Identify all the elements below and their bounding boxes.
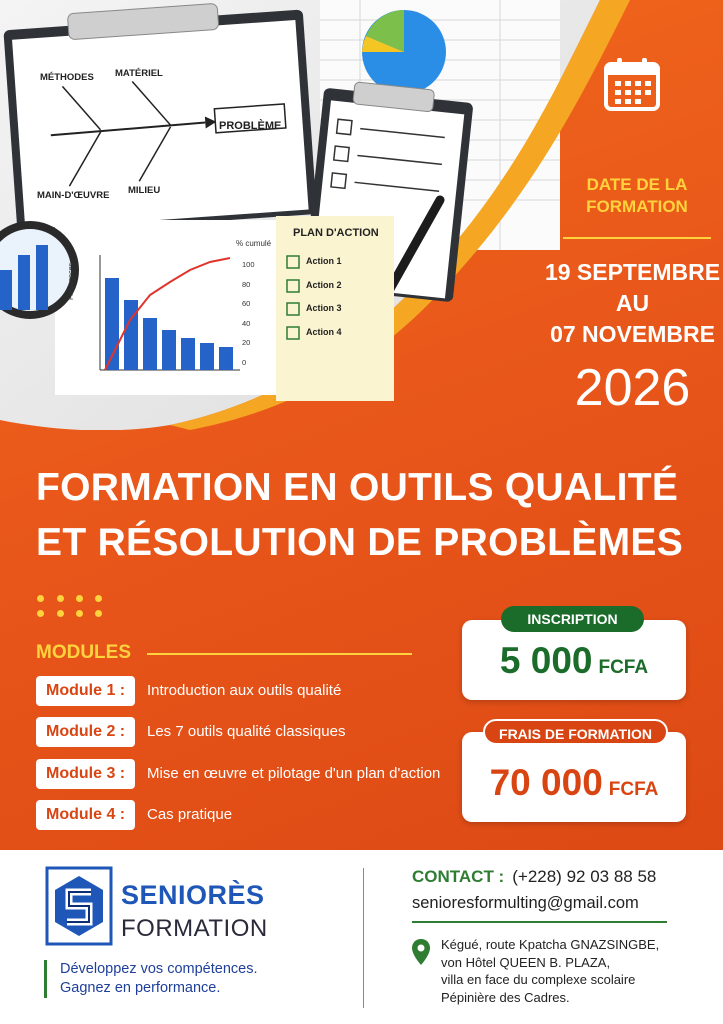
pareto-tick: 0 [242,357,247,367]
pareto-tick: 80 [242,279,251,289]
slogan-accent [44,960,47,998]
divider [412,921,667,923]
action-plan-item: Action 1 [306,256,342,266]
pareto-cumul-label: % cumulé [236,239,272,248]
decorative-dots [37,594,107,618]
divider [563,237,711,239]
module-tag: Module 2 : [36,717,135,747]
calendar-icon [603,56,661,112]
pareto-ticks [242,255,264,372]
fees-badge: FRAIS DE FORMATION [483,719,668,745]
fees-currency: FCFA [608,779,659,800]
date-year: 2026 [574,359,691,417]
brand-name: SENIORÈS [121,880,265,910]
location-pin-icon [411,938,431,966]
fishbone-label-problem: PROBLÈME [219,120,282,132]
title-line: ET RÉSOLUTION DE PROBLÈMES [36,521,684,564]
registration-badge: INSCRIPTION [501,606,644,632]
address-line: von Hôtel QUEEN B. PLAZA, [441,954,611,970]
modules-heading: MODULES [36,642,131,663]
slogan-line: Gagnez en performance. [60,980,221,996]
fishbone-label-methods: MÉTHODES [40,72,94,83]
pareto-tick: 60 [242,299,251,308]
date-label-line: FORMATION [586,197,688,216]
brand-logo [45,866,113,946]
pareto-tick: 40 [242,318,251,328]
fees-price [462,762,686,804]
action-plan-item: Action 4 [306,327,342,337]
contact-email[interactable]: senioresformulting@gmail.com [412,894,639,912]
date-label-line: DATE DE LA [586,175,688,194]
module-tag: Module 1 : [36,676,135,706]
fees-amount: 70 000 [489,762,603,803]
module-tag: Module 3 : [36,759,135,789]
date-label [562,174,712,218]
fishbone-label-workforce: MAIN-D'ŒUVRE [37,190,110,201]
address-line: villa en face du complexe scolaire [441,972,636,987]
contact-label: CONTACT : [412,867,505,886]
date-range [540,257,723,350]
slogan-line: Développez vos compétences. [60,961,258,977]
date-to: 07 NOVEMBRE [550,321,715,347]
date-from: 19 SEPTEMBRE [544,259,721,285]
brand-subname: FORMATION [121,915,268,942]
footer [0,850,723,1024]
pareto-tick: 100 [242,260,255,269]
contact-address [441,936,659,1006]
registration-amount: 5 000 [499,640,593,681]
module-tag: Module 4 : [36,800,135,830]
module-text: Les 7 outils qualité classiques [147,723,346,740]
action-plan-title: PLAN D'ACTION [293,227,379,239]
pareto-freq-label: Fréquences [68,263,75,300]
fishbone-label-material: MATÉRIEL [115,68,163,79]
contact-phone[interactable]: (+228) 92 03 88 58 [512,867,657,886]
slogan [60,960,257,998]
date-to-word: AU [615,290,650,316]
pareto-tick: 20 [242,338,251,347]
registration-card [462,620,686,700]
address-line: Kégué, route Kpatcha GNAZSINGBE, [441,937,660,952]
divider [363,868,364,1008]
fishbone-label-environment: MILIEU [128,185,161,196]
module-text: Cas pratique [147,806,233,823]
title-line: FORMATION EN OUTILS QUALITÉ [36,466,679,509]
contact-phone-row [412,867,656,887]
page-title [36,460,716,570]
action-plan-item: Action 2 [306,280,342,290]
module-text: Mise en œuvre et pilotage d'un plan d'action [147,765,441,782]
action-plan-item: Action 3 [306,303,342,313]
divider [147,653,412,655]
registration-price [462,640,686,682]
module-text: Introduction aux outils qualité [147,682,342,699]
address-line: Pépinière des Cadres. [441,989,570,1005]
registration-currency: FCFA [598,657,649,678]
